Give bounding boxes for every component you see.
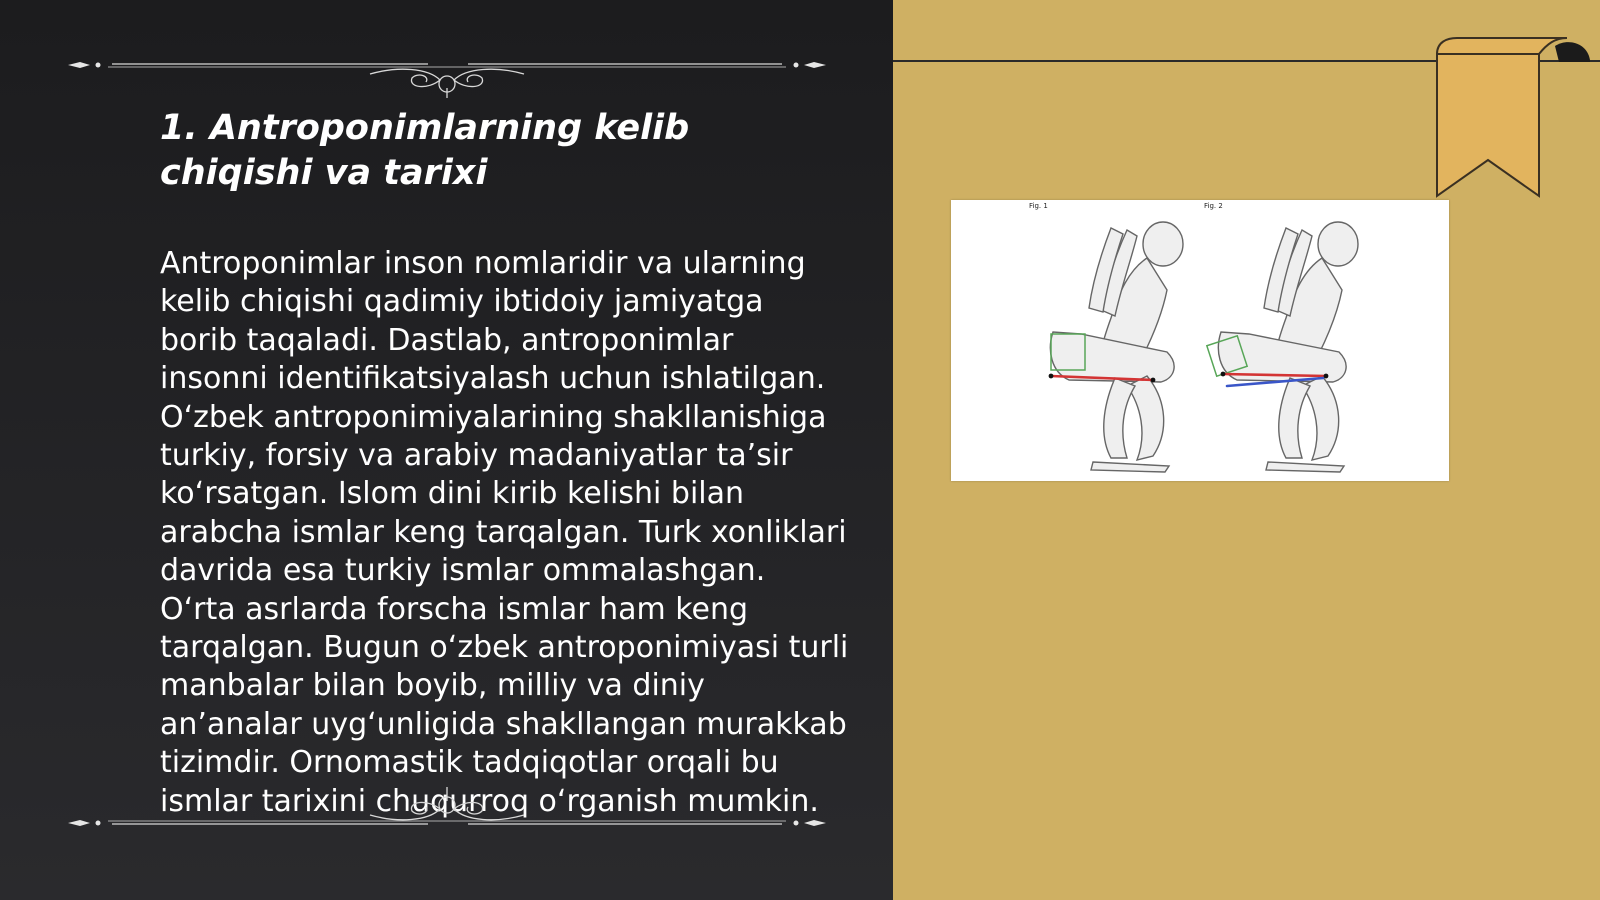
figure-label-1: Fig. 1 — [1029, 202, 1048, 210]
bottom-ornament-divider — [68, 785, 826, 835]
squat-illustration — [951, 200, 1449, 481]
squat-figure-image — [951, 200, 1449, 481]
top-ornament-divider — [68, 48, 826, 98]
figure-label-2: Fig. 2 — [1204, 202, 1223, 210]
bookmark-ribbon-icon — [1435, 36, 1590, 201]
slide-body-text: Antroponimlar inson nomlaridir va ularning kelib chiqishi qadimiy ibtidoiy jamiyatga borib taqaladi. Dastlab, antroponimlar insonni identifikatsiyalash uchun ishlatilgan. O‘zbek antroponimiyalarining shakllanishiga turkiy, forsiy va arabiy madaniyatlar ta’sir ko‘rsatgan. Islom dini kirib kelishi bilan arabcha ismlar keng tarqalgan. Turk xonliklari davrida esa turkiy ismlar ommalashgan. O‘rta asrlarda forscha ismlar ham keng tarqalgan. Bugun o‘zbek antroponimiyasi turli manbalar bilan boyib, milliy va diniy an’analar uyg‘unligida shakllangan murakkab tizimdir. Ornomastik tadqiqotlar orqali bu ismlar tarixini chuqurroq o‘rganish mumkin. — [160, 246, 849, 819]
slide-title: 1. Antroponimlarning kelib chiqishi va tarixi — [160, 108, 690, 193]
